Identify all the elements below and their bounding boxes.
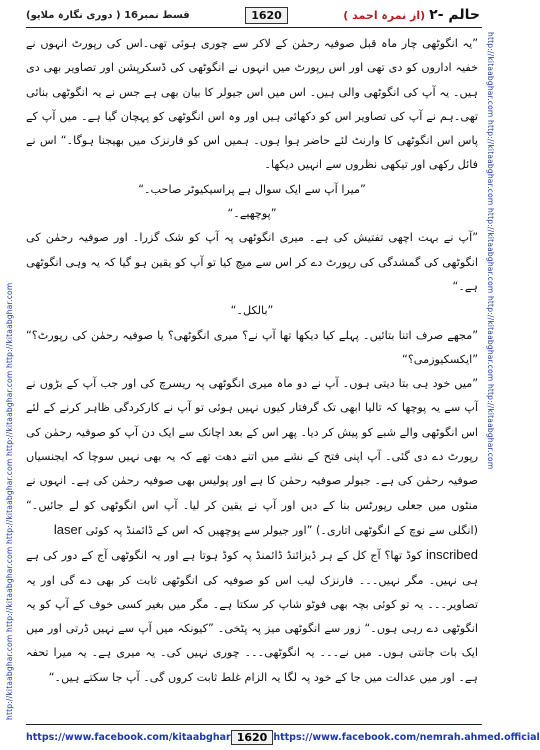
installment-label: قسط نمبر16 ( دوری نگارہ ملایو): [26, 9, 190, 21]
english-word-laser: laser: [53, 521, 83, 537]
novel-title: ( از نمرہ احمد) حالم -٢: [343, 7, 480, 23]
paragraph: ”یہ انگوٹھی چار ماہ قبل صوفیہ رحمٰن کے لاکر سے چوری ہوئی تھی۔اس کی رپورٹ انہوں نے خفیہ اداروں کو دی تھی اور اس رپورٹ میں انہوں نے انگوٹھی کی ڈسکرپشن اور تصاویر بھی دی ہیں۔ یہ آپ کی انگوٹھی والی ہیں۔ اس میں اس جیولر کا بیان بھی ہے جس نے یہ انگوٹھی بنائی تھی۔ہم نے آپ کی تصاویر اس کو دکھائی ہیں اور وہ اس انگوٹھی کو پہچان گیا ہے۔ میں آپ کے پاس اس انگوٹھی کا وارنٹ لئے حاضر ہوا ہوں۔ ہمیں اس کو فارنزک میں بھیجنا ہوگا۔“ اس نے فائل رکھی اور تیکھی نظروں سے انہیں دیکھا۔: [26, 37, 478, 172]
paragraph: ”پوچھیے۔“: [227, 207, 277, 221]
paragraph: ”میرا آپ سے ایک سوال ہے پراسیکیوٹر صاحب۔“: [138, 182, 366, 196]
paragraph: ”مجھے صرف اتنا بتائیں۔ پہلے کیا دیکھا تھا آپ نے؟ میری انگوٹھی؟ یا صوفیہ رحمٰن کی رپورٹ؟“ ”ایکسکیوزمی؟“: [26, 328, 478, 366]
right-watermark-text: http://kitaabghar.com http://kitaabghar.com http://kitaabghar.com http://kitaabghar.com http://kitaabghar.com: [486, 32, 495, 470]
facebook-link-kitaabghar[interactable]: https://www.facebook.com/kitaabghar: [26, 731, 231, 743]
left-watermark-text: http://kitaabghar.com http://kitaabghar.com http://kitaabghar.com http://kitaabghar.com http://kitaabghar.com: [5, 282, 14, 720]
page-header: [26, 4, 480, 26]
paragraph: ”بالکل۔“: [230, 304, 274, 318]
footer-page-number: 1620: [231, 730, 274, 745]
story-text: [26, 32, 478, 720]
header-divider: [26, 27, 482, 28]
right-watermark: [483, 32, 497, 722]
english-word-inscribed: inscribed: [425, 547, 478, 563]
paragraph: ”آپ نے بہت اچھی تفتیش کی ہے۔ میری انگوٹھی پہ آپ کو شک گزرا۔ اور صوفیہ رحمٰن کی انگوٹھی کی گمشدگی کی رپورٹ دے کر اس سے میچ کیا تو آپ کو یقین ہو گیا کہ یہ وہی انگوٹھی ہے۔“: [26, 231, 478, 293]
header-page-number: 1620: [245, 7, 288, 24]
footer-divider: [26, 724, 482, 725]
facebook-link-author[interactable]: https://www.facebook.com/nemrah.ahmed.official: [273, 731, 540, 743]
paragraph: ”میں خود ہی بتا دیتی ہوں۔ آپ نے دو ماہ میری انگوٹھی پہ ریسرچ کی اور جب آپ کے بڑوں نے آپ سے یہ پوچھا کہ تالیا ابھی تک گرفتار کیوں نہیں ہوئی تو آپ نے کارکردگی ظاہر کرنے کے لئے اس انگوٹھی والے شبے کو پیش کر دیا۔ پھر اس کے بعد اچانک سے ایک دن آپ کو صوفیہ رحمٰن کی رپورٹ دے دی گئی۔ آپ اپنی فتح کے نشے میں اتنے دھت تھے کہ یہ بھی نہیں سوچا کہ ایجنسیاں صوفیہ رحمٰن کی ہے۔ جیولر صوفیہ رحمٰن کا ہے اور پولیس بھی صوفیہ رحمٰن کی ہے۔ انہوں نے منٹوں میں جعلی رپورٹس بنا کے دیں اور آپ نے یقین کر لیا۔ آپ اس انگوٹھی کو لے جائیں۔“ (انگلی سے نوچ کے انگوٹھی اتاری۔) ”اور جیولر سے پوچھیں کہ اس کے ڈائمنڈ پہ کوئی laser: [26, 377, 478, 537]
page-footer: [26, 729, 540, 745]
paragraph: inscribed کوڈ تھا؟ آج کل کے ہر ڈیزائنڈ ڈائمنڈ پہ کوڈ ہوتا ہے اور یہ انگوٹھی آج کے دور کی ہے ہی نہیں۔ مگر نہیں۔۔۔ فارنزک لیب اس کو صوفیہ کی انگوٹھی ثابت کر بھی دے گی اور یہ تصاویر۔۔۔ یہ تو کوئی بچہ بھی فوٹو شاپ کر سکتا ہے۔ مگر میں بغیر کسی خوف کے آپ کو یہ انگوٹھی دے رہی ہوں۔“ زور سے انگوٹھی میز پہ پٹخی۔ ”کیونکہ میں آپ سے نہیں ڈرتی اور میں ایک بات جانتی ہوں۔ میں نے۔۔۔ یہ انگوٹھی۔۔۔ چوری نہیں کی۔ یہ میری ہے۔ یہ میرا تحفہ ہے۔ اور میں عدالت میں جا کے خود پہ لگا یہ الزام غلط ثابت کروں گی۔ آپ جا سکتے ہیں۔“: [26, 547, 478, 684]
left-watermark: [3, 32, 17, 722]
author-name: ( از نمرہ احمد): [343, 9, 426, 22]
